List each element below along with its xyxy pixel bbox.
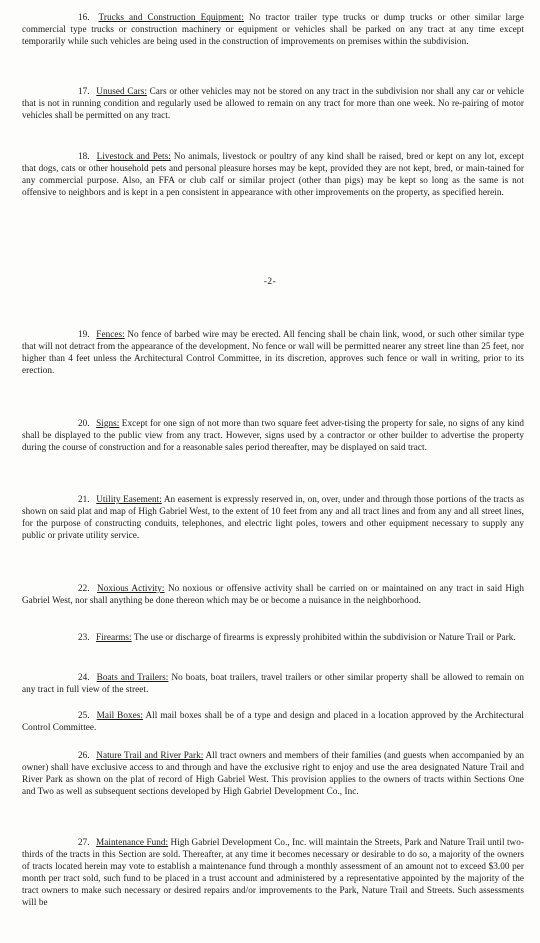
paragraph-heading: Firearms: xyxy=(96,632,132,642)
paragraph-body: No noxious or offensive activity shall be carried on or maintained on any tract in said High Gabriel West, nor shall anything be done thereon which may be or become a nuisance in the neighborhood. xyxy=(22,583,524,605)
paragraph-body: All mail boxes shall be of a type and design and placed in a location approved by the Architectural Control Committee. xyxy=(22,710,524,732)
paragraph-heading: Unused Cars: xyxy=(96,86,147,96)
paragraph-heading: Boats and Trailers: xyxy=(96,672,169,682)
paragraph-body: All tract owners and members of their families (and guests when accompanied by an owner) shall have exclusive access to and through and have the exclusive right to enjoy and use the area designated Nature Trail and River Park as shown on the plat of record of High Gabriel West. This provision applies to the owners of tracts within Sections One and Two as well as subsequent sections developed by High Gabriel Development Co., Inc. xyxy=(22,750,524,796)
paragraph-heading: Signs: xyxy=(96,418,120,428)
paragraph-body: Cars or other vehicles may not be stored on any tract in the subdivision nor shall any car or vehicle that is not in running condition and regularly used be allowed to remain on any tract for more than one week. No re-pairing of motor vehicles shall be permitted on any tract. xyxy=(22,86,524,120)
paragraph-19-fences xyxy=(22,329,524,377)
paragraph-heading: Livestock and Pets: xyxy=(96,151,171,161)
paragraph-heading: Fences: xyxy=(96,329,125,339)
paragraph-number: 23. xyxy=(78,632,90,642)
paragraph-heading: Noxious Activity: xyxy=(97,583,165,593)
paragraph-number: 16. xyxy=(78,12,90,22)
paragraph-26-nature-trail-and-river-park xyxy=(22,750,524,798)
paragraph-number: 25. xyxy=(78,710,90,720)
paragraph-heading: Mail Boxes: xyxy=(96,710,143,720)
paragraph-body: An easement is expressly reserved in, on, over, under and through those portions of the tracts as shown on said plat and map of High Gabriel West, to the extent of 10 feet from any and all tract lines and from any and all street lines, for the purpose of constructing conduits, telephones, and electric light poles, towers and other equipment necessary to supply any public or private utility service. xyxy=(22,494,524,540)
paragraph-number: 22. xyxy=(78,583,90,593)
paragraph-heading: Trucks and Construction Equipment: xyxy=(98,12,244,22)
paragraph-heading: Nature Trail and River Park: xyxy=(96,750,204,760)
paragraph-25-mail-boxes xyxy=(22,710,524,734)
paragraph-number: 24. xyxy=(78,672,90,682)
paragraph-18-livestock-and-pets xyxy=(22,151,524,199)
paragraph-number: 21. xyxy=(78,494,90,504)
paragraph-17-unused-cars xyxy=(22,86,524,122)
paragraph-heading: Maintenance Fund: xyxy=(96,837,169,847)
paragraph-number: 18. xyxy=(78,151,90,161)
paragraph-number: 20. xyxy=(78,418,90,428)
paragraph-body: No animals, livestock or poultry of any kind shall be raised, bred or kept on any lot, except that dogs, cats or other household pets and personal pleasure horses may be kept, provided they are not kept, bred, or main-tained for any commercial purpose. Also, an FFA or club calf or similar project (other than pigs) may be kept so long as the same is not offensive to neighbors and is kept in a pen consistent in appearance with other improvements on the property, as specified herein. xyxy=(22,151,524,197)
paragraph-16-trucks-and-construction-equipment xyxy=(22,12,524,48)
paragraph-20-signs xyxy=(22,418,524,454)
paragraph-body: No tractor trailer type trucks or dump trucks or other similar large commercial type trucks or construction machinery or equipment or vehicles shall be parked on any tract at any time except temporarily while such vehicles are being used in the construction of improvements on premises within the subdivision. xyxy=(22,12,524,46)
paragraph-21-utility-easement xyxy=(22,494,524,542)
paragraph-number: 26. xyxy=(78,750,90,760)
paragraph-body: High Gabriel Development Co., Inc. will maintain the Streets, Park and Nature Trail until two-thirds of the tracts in this Section are sold. Thereafter, at any time it becomes necessary or desirable to do so, a majority of the owners of tracts located herein may vote to establish a maintenance fund through a monthly assessment of an amount not to exceed $3.00 per month per tract sold, such fund to be placed in a trust account and administered by a representative appointed by the majority of the tract owners to make such necessary or desired repairs and/or improvements to the Park, Nature Trail and Streets. Such assessments will be xyxy=(22,837,524,907)
paragraph-24-boats-and-trailers xyxy=(22,672,524,696)
page-number: -2- xyxy=(263,277,277,287)
paragraph-23-firearms xyxy=(22,632,524,644)
paragraph-22-noxious-activity xyxy=(22,583,524,607)
paragraph-body: No boats, boat trailers, travel trailers or other similar property shall be allowed to remain on any tract in full view of the street. xyxy=(22,672,524,694)
paragraph-heading: Utility Easement: xyxy=(96,494,162,504)
paragraph-number: 19. xyxy=(78,329,90,339)
paragraph-body: No fence of barbed wire may be erected. All fencing shall be chain link, wood, or such other similar type that will not detract from the appearance of the development. No fence or wall will be permitted nearer any street line than 25 feet, nor higher than 4 feet unless the Architectural Control Committee, in its discretion, approves such fence or wall in writing, prior to its erection. xyxy=(22,329,524,375)
paragraph-number: 27. xyxy=(78,837,90,847)
paragraph-body: Except for one sign of not more than two square feet adver-tising the property for sale, no signs of any kind shall be displayed to the public view from any tract. However, signs used by a contractor or other builder to advertise the property during the course of construction and for a reasonable sales period thereafter, may be displayed on said tract. xyxy=(22,418,524,452)
paragraph-number: 17. xyxy=(78,86,90,96)
paragraph-27-maintenance-fund xyxy=(22,837,524,908)
paragraph-body: The use or discharge of firearms is expressly prohibited within the subdivision or Nature Trail or Park. xyxy=(133,632,516,642)
